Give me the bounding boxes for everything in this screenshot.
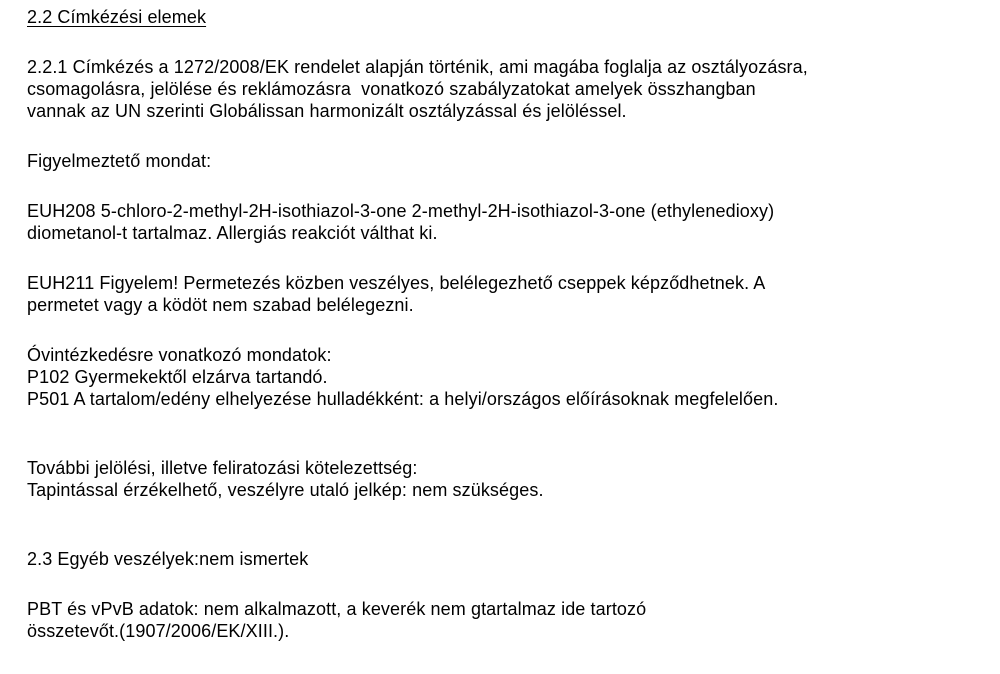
document-line: 2.3 Egyéb veszélyek:nem ismertek <box>27 549 309 569</box>
euh211-statement <box>27 272 980 316</box>
document-body <box>27 6 980 642</box>
document-line: csomagolásra, jelölése és reklámozásra vonatkozó szabályzatokat amelyek összhangban <box>27 79 756 99</box>
section-2-2-heading <box>27 6 980 28</box>
document-line: További jelölési, illetve feliratozási kötelezettség: <box>27 458 418 478</box>
paragraph-2-2-1-labelling <box>27 56 980 122</box>
document-line: 2.2.1 Címkézés a 1272/2008/EK rendelet alapján történik, ami magába foglalja az osztályozásra, <box>27 57 808 77</box>
document-line: Óvintézkedésre vonatkozó mondatok: <box>27 345 332 365</box>
additional-labelling-obligation <box>27 457 980 501</box>
document-line: P102 Gyermekektől elzárva tartandó. <box>27 367 328 387</box>
document-line: vannak az UN szerinti Globálissan harmonizált osztályzással és jelöléssel. <box>27 101 627 121</box>
warning-statement-label <box>27 150 980 172</box>
document-line: EUH211 Figyelem! Permetezés közben veszélyes, belélegezhető cseppek képződhetnek. A <box>27 273 766 293</box>
document-line: diometanol-t tartalmaz. Allergiás reakciót válthat ki. <box>27 223 438 243</box>
section-2-3-other-hazards <box>27 548 980 570</box>
document-line: PBT és vPvB adatok: nem alkalmazott, a keverék nem gtartalmaz ide tartozó <box>27 599 647 619</box>
document-line: Figyelmeztető mondat: <box>27 151 212 171</box>
document-line: összetevőt.(1907/2006/EK/XIII.). <box>27 621 290 641</box>
document-line: 2.2 Címkézési elemek <box>27 7 207 27</box>
document-line: EUH208 5-chloro-2-methyl-2H-isothiazol-3-one 2-methyl-2H-isothiazol-3-one (ethylenedioxy) <box>27 201 775 221</box>
document-line: P501 A tartalom/edény elhelyezése hulladékként: a helyi/országos előírásoknak megfelelően. <box>27 389 779 409</box>
document-line: permetet vagy a ködöt nem szabad belélegezni. <box>27 295 414 315</box>
document-line: Tapintással érzékelhető, veszélyre utaló jelkép: nem szükséges. <box>27 480 544 500</box>
pbt-vpvb-statement <box>27 598 980 642</box>
euh208-statement <box>27 200 980 244</box>
precautionary-statements <box>27 344 980 410</box>
